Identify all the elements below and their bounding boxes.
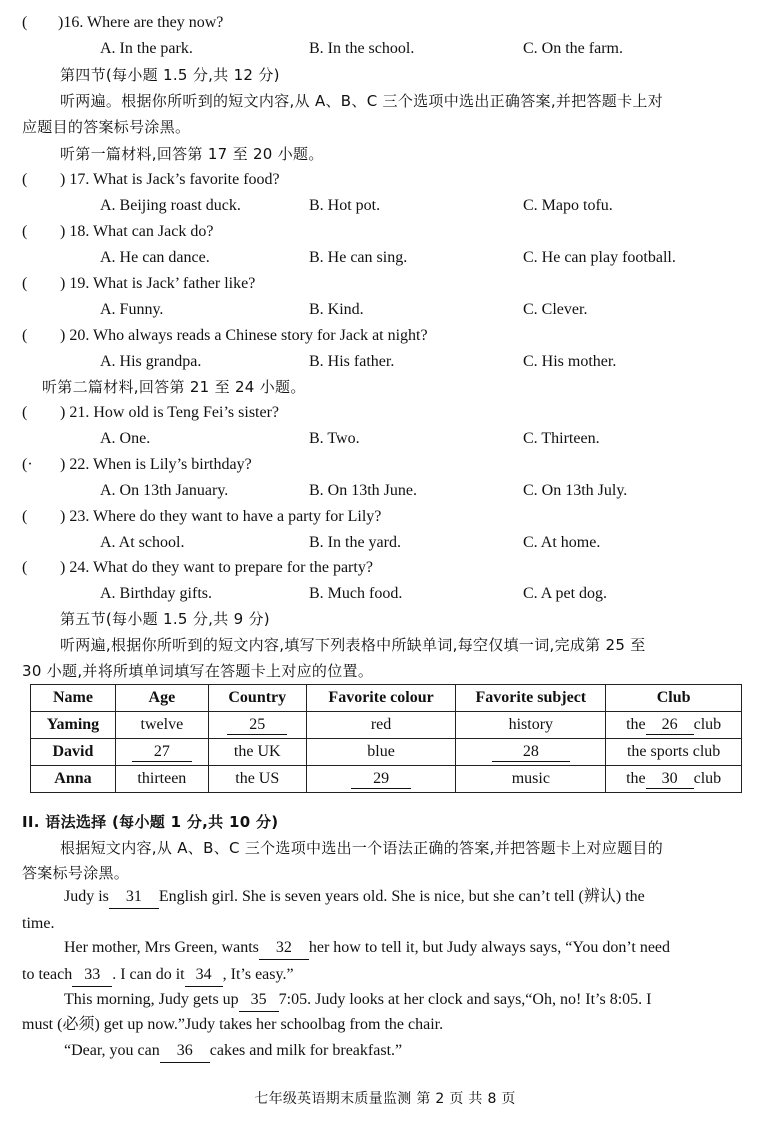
blank-33[interactable]: 33: [72, 964, 112, 987]
table-row: [31, 712, 742, 739]
blank-29[interactable]: 29: [351, 770, 411, 789]
option-a[interactable]: A. His grandpa.: [100, 353, 202, 370]
section-5-heading: 第五节(每小题 1.5 分,共 9 分): [60, 610, 270, 628]
question-21: [22, 402, 762, 424]
column-header: Name: [31, 685, 116, 712]
option-b[interactable]: B. On 13th June.: [309, 482, 417, 499]
option-a[interactable]: A. At school.: [100, 534, 185, 551]
answer-paren[interactable]: (: [22, 404, 28, 421]
subject-cell: music: [456, 766, 606, 793]
option-c[interactable]: C. His mother.: [523, 353, 617, 370]
question-stem: ) 19. What is Jack’ father like?: [60, 275, 256, 292]
question-16-options: [0, 38, 770, 60]
option-a[interactable]: A. In the park.: [100, 40, 193, 57]
club-suffix: club: [693, 769, 722, 787]
answer-paren[interactable]: (·: [22, 456, 33, 473]
name-cell: Anna: [31, 766, 116, 793]
option-a[interactable]: A. He can dance.: [100, 249, 210, 266]
question-stem: ) 23. Where do they want to have a party for Lily?: [60, 508, 382, 525]
question-18: [22, 221, 762, 243]
option-b[interactable]: B. In the school.: [309, 40, 415, 57]
subject-cell: [456, 739, 606, 766]
question-stem: ) 21. How old is Teng Fei’s sister?: [60, 404, 280, 421]
question-stem: ) 24. What do they want to prepare for the party?: [60, 559, 373, 576]
question-18-options: [0, 247, 770, 269]
passage-line-4: [22, 964, 294, 987]
answer-paren[interactable]: (: [22, 223, 28, 240]
club-cell: [606, 712, 742, 739]
option-c[interactable]: C. Thirteen.: [523, 430, 600, 447]
passage-2-instruction: 听第二篇材料,回答第 21 至 24 小题。: [42, 378, 306, 396]
page-footer: 七年级英语期末质量监测 第 2 页 共 8 页: [254, 1091, 516, 1107]
question-20-options: [0, 351, 770, 373]
question-19: [22, 273, 762, 295]
option-c[interactable]: C. He can play football.: [523, 249, 676, 266]
question-17: [22, 169, 762, 191]
option-b[interactable]: B. Two.: [309, 430, 360, 447]
part-2-heading: II. 语法选择 (每小题 1 分,共 10 分): [22, 813, 279, 831]
option-b[interactable]: B. In the yard.: [309, 534, 401, 551]
passage-line-7: [64, 1040, 402, 1063]
passage-text: to teach: [22, 966, 73, 983]
part-2-instruction: 根据短文内容,从 A、B、C 三个选项中选出一个语法正确的答案,并把答题卡上对应题目的: [60, 839, 664, 857]
table-row: [31, 739, 742, 766]
option-b[interactable]: B. Kind.: [309, 301, 364, 318]
answer-paren[interactable]: (: [22, 171, 28, 188]
option-b[interactable]: B. His father.: [309, 353, 395, 370]
colour-cell: blue: [306, 739, 456, 766]
question-24: [22, 557, 762, 579]
option-c[interactable]: C. A pet dog.: [523, 585, 608, 602]
name-cell: Yaming: [31, 712, 116, 739]
option-b[interactable]: B. Hot pot.: [309, 197, 381, 214]
question-16: [22, 12, 762, 34]
option-c[interactable]: C. Mapo tofu.: [523, 197, 613, 214]
section-4-instruction: 听两遍。根据你所听到的短文内容,从 A、B、C 三个选项中选出正确答案,并把答题卡上对: [60, 92, 664, 110]
blank-26[interactable]: 26: [646, 716, 694, 735]
passage-text: English girl. She is seven years old. She is nice, but she can’t tell (辨认) the: [158, 888, 645, 905]
passage-1-instruction: 听第一篇材料,回答第 17 至 20 小题。: [60, 145, 324, 163]
question-23-options: [0, 532, 770, 554]
passage-text: Judy is: [64, 888, 109, 905]
subject-cell: history: [456, 712, 606, 739]
blank-32[interactable]: 32: [259, 937, 309, 960]
table-row: [31, 766, 742, 793]
name-cell: David: [31, 739, 116, 766]
passage-text: , It’s easy.”: [222, 966, 294, 983]
info-table: [30, 684, 742, 793]
question-23: [22, 506, 762, 528]
club-suffix: club: [693, 715, 722, 733]
club-cell: [606, 766, 742, 793]
passage-line-5: [64, 989, 652, 1012]
section-4-heading: 第四节(每小题 1.5 分,共 12 分): [60, 66, 280, 84]
question-17-options: [0, 195, 770, 217]
column-header: Country: [208, 685, 306, 712]
passage-text: Her mother, Mrs Green, wants: [64, 939, 259, 956]
answer-paren[interactable]: (: [22, 275, 28, 292]
passage-text: her how to tell it, but Judy always says, “You don’t need: [308, 939, 671, 956]
option-a[interactable]: A. Funny.: [100, 301, 164, 318]
table-header-row: [31, 685, 742, 712]
club-prefix: the: [626, 715, 646, 733]
part-2-instruction-cont: 答案标号涂黑。: [22, 864, 130, 882]
blank-25[interactable]: 25: [227, 716, 287, 735]
colour-cell: [306, 766, 456, 793]
question-stem: )16. Where are they now?: [58, 14, 224, 31]
country-cell: [208, 712, 306, 739]
club-prefix: the: [626, 769, 646, 787]
answer-paren[interactable]: (: [22, 508, 28, 525]
blank-31[interactable]: 31: [109, 886, 159, 909]
club-cell: the sports club: [606, 739, 742, 766]
column-header: Favorite subject: [456, 685, 606, 712]
question-24-options: [0, 583, 770, 605]
question-19-options: [0, 299, 770, 321]
option-c[interactable]: C. At home.: [523, 534, 601, 551]
option-c[interactable]: C. Clever.: [523, 301, 588, 318]
option-c[interactable]: C. On 13th July.: [523, 482, 628, 499]
blank-28[interactable]: 28: [492, 743, 570, 762]
passage-text: This morning, Judy gets up: [64, 991, 239, 1008]
question-stem: ) 20. Who always reads a Chinese story for Jack at night?: [60, 327, 428, 344]
section-4-instruction-cont: 应题目的答案标号涂黑。: [22, 118, 191, 136]
option-a[interactable]: A. On 13th January.: [100, 482, 229, 499]
passage-line-3: [64, 937, 670, 960]
passage-line-6: must (必须) get up now.”Judy takes her schoolbag from the chair.: [22, 1016, 444, 1033]
blank-30[interactable]: 30: [646, 770, 694, 789]
question-stem: ) 18. What can Jack do?: [60, 223, 214, 240]
question-stem: ) 22. When is Lily’s birthday?: [60, 456, 252, 473]
country-cell: the UK: [208, 739, 306, 766]
passage-text: cakes and milk for breakfast.”: [209, 1042, 403, 1059]
question-stem: ) 17. What is Jack’s favorite food?: [60, 171, 280, 188]
answer-paren[interactable]: (: [22, 14, 28, 31]
age-cell: [115, 739, 208, 766]
section-5-instruction-cont: 30 小题,并将所填单词填写在答题卡上对应的位置。: [22, 662, 374, 680]
blank-34[interactable]: 34: [185, 964, 223, 987]
column-header: Age: [115, 685, 208, 712]
passage-text: . I can do it: [112, 966, 185, 983]
option-a[interactable]: A. One.: [100, 430, 151, 447]
section-5-instruction: 听两遍,根据你所听到的短文内容,填写下列表格中所缺单词,每空仅填一词,完成第 25 至: [60, 636, 646, 654]
column-header: Favorite colour: [306, 685, 456, 712]
question-22-options: [0, 480, 770, 502]
column-header: Club: [606, 685, 742, 712]
answer-paren[interactable]: (: [22, 327, 28, 344]
option-b[interactable]: B. He can sing.: [309, 249, 408, 266]
question-21-options: [0, 428, 770, 450]
age-cell: twelve: [115, 712, 208, 739]
passage-line-2: time.: [22, 915, 55, 932]
passage-text: 7:05. Judy looks at her clock and says,“Oh, no! It’s 8:05. I: [278, 991, 652, 1008]
answer-paren[interactable]: (: [22, 559, 28, 576]
option-a[interactable]: A. Beijing roast duck.: [100, 197, 241, 214]
question-20: [22, 325, 762, 347]
passage-line-1: [64, 886, 645, 909]
option-a[interactable]: A. Birthday gifts.: [100, 585, 212, 602]
blank-27[interactable]: 27: [132, 743, 192, 762]
colour-cell: red: [306, 712, 456, 739]
question-22: [22, 454, 762, 476]
option-b[interactable]: B. Much food.: [309, 585, 403, 602]
passage-text: “Dear, you can: [64, 1042, 160, 1059]
country-cell: the US: [208, 766, 306, 793]
age-cell: thirteen: [115, 766, 208, 793]
blank-36[interactable]: 36: [160, 1040, 210, 1063]
option-c[interactable]: C. On the farm.: [523, 40, 623, 57]
blank-35[interactable]: 35: [239, 989, 279, 1012]
